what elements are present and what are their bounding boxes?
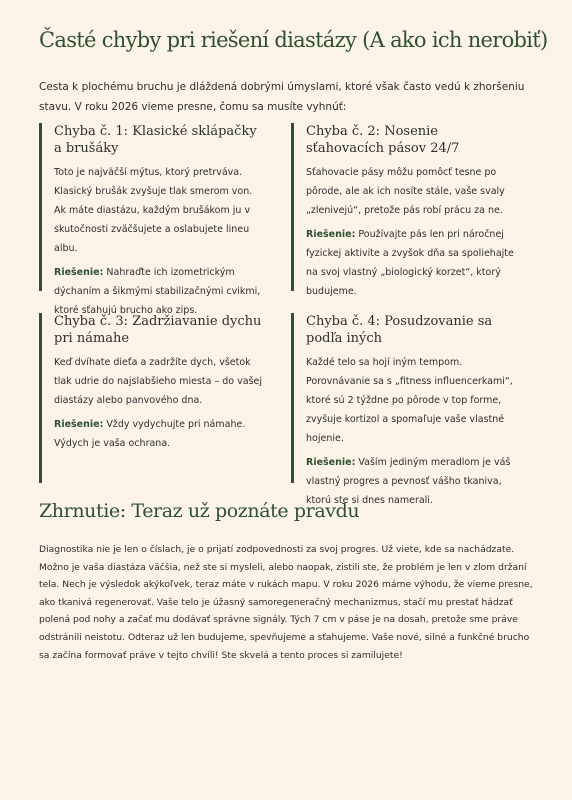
solution-label: Riešenie: [54,419,104,430]
solution-label: Riešenie: [306,229,356,240]
summary-title: Zhrnutie: Teraz už poznáte pravdu [39,500,360,522]
mistake-card-4 [291,313,517,506]
mistake-heading: Chyba č. 3: Zadržiavanie dychu pri námahe [54,314,262,346]
mistake-card-2 [291,123,517,297]
solution-text: Vždy vydychujte pri námahe. Výdych je vaša ochrana. [54,419,246,449]
solution-text: Vaším jediným meradlom je váš vlastný progres a pevnosť vášho tkaniva, ktorú ste si dnes namerali. [306,457,511,506]
solution-label: Riešenie: [306,457,356,468]
mistake-solution [306,225,517,301]
solution-text: Nahraďte ich izometrickým dýchaním a šikmými stabilizačnými cvikmi, ktoré sťahujú brucho ako zips. [54,267,261,316]
intro-paragraph: Cesta k plochému bruchu je dláždená dobrými úmyslami, ktoré však často vedú k zhoršeniu stavu. V roku 2026 vieme presne, čomu sa musíte vyhnúť: [39,81,525,113]
solution-label: Riešenie: [54,267,104,278]
mistake-heading: Chyba č. 4: Posudzovanie sa podľa iných [306,314,493,346]
mistake-heading: Chyba č. 2: Nosenie sťahovacích pásov 24/7 [306,124,460,156]
mistake-card-1 [39,123,265,316]
mistake-solution [54,263,265,320]
summary-paragraph: Diagnostika nie je len o číslach, je o prijatí zodpovednosti za svoj progres. Už viete, kde sa nachádzate. Možno je vaša diastáza väčšia, než ste si mysleli, alebo naopak, zistili ste, že problém je len v zlom držaní tela. Nech je výsledok akýkoľvek, teraz máte v rukách mapu. V roku 2026 máme výhodu, že vieme presne, ako tkanivá regenerovať. Vaše telo je úžasný samoregeneračný mechanizmus, stačí mu prestať hádzať polená pod nohy a začať mu dodávať správne signály. Tých 7 cm v páse je na dosah, pretože sme práve odstránili neistotu. Odteraz už len budujeme, spevňujeme a sťahujeme. Vaše nové, silné a funkčné brucho sa začína formovať práve v tejto chvíli! Ste skvelá a tento proces si zamilujete! [39,544,533,661]
mistake-body: Toto je najväčší mýtus, ktorý pretrváva. Klasický brušák zvyšuje tlak smerom von. Ak máte diastázu, každým brušákom ju v skutočnosti zväčšujete a oslabujete lineu albu. [54,167,253,254]
page-title: Časté chyby pri riešení diastázy (A ako ich nerobiť) [39,28,548,52]
mistake-heading: Chyba č. 1: Klasické sklápačky a brušáky [54,124,257,156]
mistake-card-3 [39,313,265,483]
mistake-body: Sťahovacie pásy môžu pomôcť tesne po pôrode, ale ak ich nosíte stále, vaše svaly „zlenivejú“, pretože pás robí prácu za ne. [306,167,505,216]
mistake-solution [54,415,265,453]
solution-text: Používajte pás len pri náročnej fyzickej aktivite a zvyšok dňa sa spoliehajte na svoj vlastný „biologický korzet“, ktorý budujeme. [306,229,514,297]
mistake-body: Keď dvíhate dieťa a zadržíte dych, všetok tlak udrie do najslabšieho miesta – do vašej diastázy alebo panvového dna. [54,357,263,406]
mistake-body: Každé telo sa hojí iným tempom. Porovnávanie sa s „fitness influencerkami“, ktoré sú 2 týždne po pôrode v top forme, zvyšuje kortizol a spomaľuje vaše vlastné hojenie. [306,357,513,444]
